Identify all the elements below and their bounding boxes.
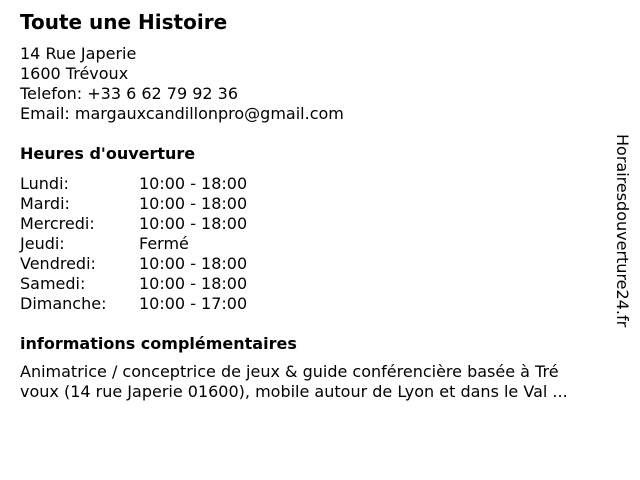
- additional-info-heading: informations complémentaires: [20, 334, 297, 353]
- day-label: Vendredi:: [20, 254, 96, 273]
- city-address: 1600 Trévoux: [20, 64, 129, 83]
- contact-block: [20, 44, 344, 124]
- time-value: 10:00 - 18:00: [139, 214, 248, 233]
- day-label: Mercredi:: [20, 214, 95, 233]
- additional-info-text: [20, 362, 568, 402]
- time-value: 10:00 - 18:00: [139, 274, 248, 293]
- business-name: Toute une Histoire: [20, 10, 228, 34]
- phone-number[interactable]: Telefon: +33 6 62 79 92 36: [20, 84, 239, 103]
- day-label: Jeudi:: [20, 234, 65, 253]
- time-value: 10:00 - 18:00: [139, 174, 248, 193]
- day-label: Lundi:: [20, 174, 69, 193]
- time-value: 10:00 - 18:00: [139, 254, 248, 273]
- day-label: Dimanche:: [20, 294, 107, 313]
- street-address: 14 Rue Japerie: [20, 44, 137, 63]
- day-label: Mardi:: [20, 194, 70, 213]
- site-brand-vertical[interactable]: Horairesdouverture24.fr: [613, 134, 632, 328]
- time-value: Fermé: [139, 234, 189, 253]
- time-value: 10:00 - 18:00: [139, 194, 248, 213]
- email-address[interactable]: Email: margauxcandillonpro@gmail.com: [20, 104, 344, 123]
- info-line-1: Animatrice / conceptrice de jeux & guide conférencière basée à Tré: [20, 362, 559, 381]
- opening-hours-heading: Heures d'ouverture: [20, 144, 196, 163]
- day-label: Samedi:: [20, 274, 86, 293]
- info-line-2: voux (14 rue Japerie 01600), mobile autour de Lyon et dans le Val ...: [20, 382, 568, 401]
- time-value: 10:00 - 17:00: [139, 294, 248, 313]
